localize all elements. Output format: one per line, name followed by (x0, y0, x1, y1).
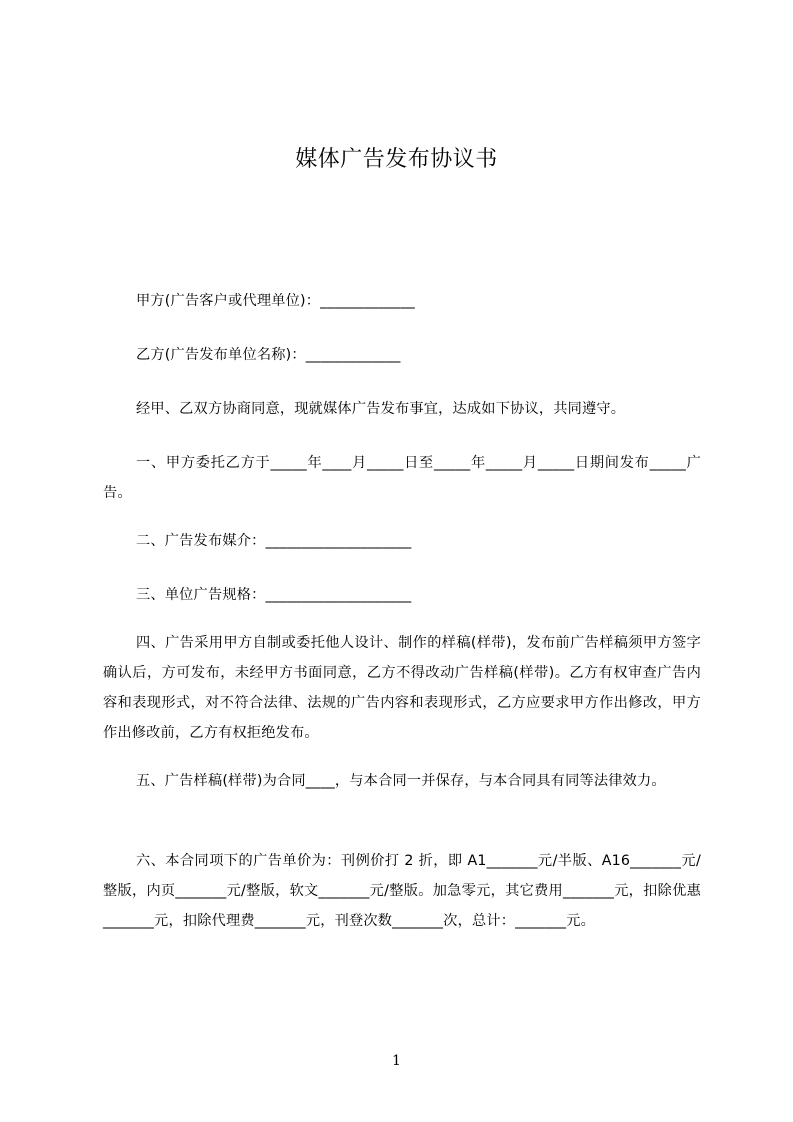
clause-1: 一、甲方委托乙方于_____年____月_____日至_____年_____月_____日期间发布_____广告。 (103, 455, 701, 501)
clause-2: 二、广告发布媒介：____________________ (136, 533, 412, 549)
intro-paragraph: 经甲、乙双方协商同意，现就媒体广告发布事宜，达成如下协议，共同遵守。 (136, 401, 626, 417)
party-b-blank: _____________ (305, 347, 401, 363)
party-a-line (103, 286, 701, 316)
clause-4: 四、广告采用甲方自制或委托他人设计、制作的样稿(样带)，发布前广告样稿须甲方签字确认后，方可发布，未经甲方书面同意，乙方不得改动广告样稿(样带)。乙方有权审查广告内容和表现形式，对不符合法律、法规的广告内容和表现形式，乙方应要求甲方作出修改，甲方作出修改前，乙方有权拒绝发布。 (103, 635, 701, 741)
clause-3: 三、单位广告规格：____________________ (136, 587, 412, 603)
clause-5: 五、广告样稿(样带)为合同____，与本合同一并保存，与本合同具有同等法律效力。 (136, 773, 666, 789)
party-a-blank: _____________ (320, 293, 415, 309)
party-a-label: 甲方(广告客户或代理单位)： (136, 293, 321, 309)
party-b-label: 乙方(广告发布单位名称)： (136, 347, 306, 363)
document-title: 媒体广告发布协议书 (295, 147, 498, 172)
page-number: 1 (392, 1053, 401, 1069)
party-b-line (103, 340, 701, 370)
clause-6: 六、本合同项下的广告单价为：刊例价打 2 折，即 A1_______元/半版、A16_______元/整版，内页_______元/整版，软文_______元/整版。加急零元，其它费用_______元，扣除优惠_______元，扣除代理费_______元，刊登次数_______次，总计：_______元。 (103, 853, 701, 929)
